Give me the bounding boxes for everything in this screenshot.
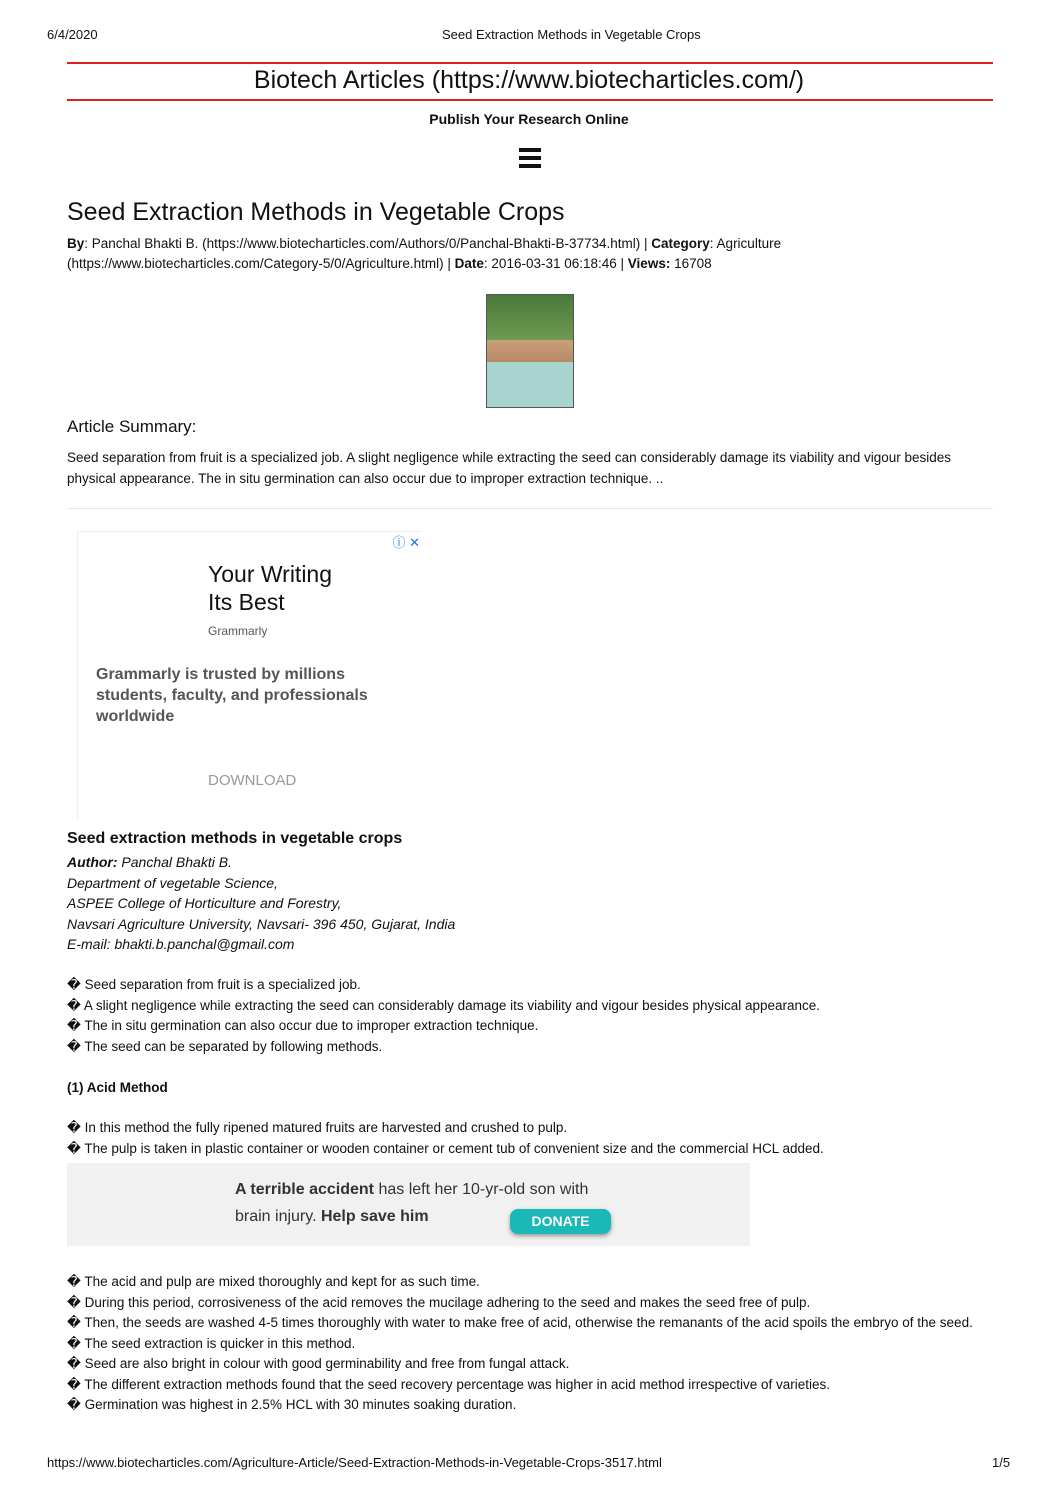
by-label: By — [67, 236, 85, 251]
page-number: 1/5 — [992, 1455, 1011, 1470]
section-heading: (1) Acid Method — [67, 1080, 168, 1095]
ad-body: Grammarly is trusted by millions students, faculty, and professionals worldwide — [96, 666, 368, 725]
author-photo — [486, 294, 574, 408]
hamburger-icon[interactable] — [519, 148, 541, 172]
bullet-list: � In this method the fully ripened matured fruits are harvested and crushed to pulp. � The pulp is taken in plastic container or wooden container or cement tub of convenient size and the commercial HCL added. — [67, 1120, 824, 1156]
ad-headline: Your Writing Its Best — [208, 561, 333, 615]
ad-text: A terrible accident has left her 10-yr-old son with brain injury. Help save him — [235, 1181, 589, 1225]
author-link[interactable]: : Panchal Bhakti B. (https://www.biotecharticles.com/Authors/0/Panchal-Bhakti-B-37734.html) | — [84, 236, 652, 251]
divider — [67, 62, 993, 64]
date-label: Date — [454, 256, 484, 271]
ad-grammarly[interactable] — [77, 531, 422, 819]
article-title: Seed Extraction Methods in Vegetable Crops — [67, 198, 565, 226]
summary-heading: Article Summary: — [67, 417, 197, 436]
views: 16708 — [670, 256, 712, 271]
donate-button[interactable]: DONATE — [510, 1209, 611, 1234]
article-meta — [67, 234, 997, 274]
print-url: https://www.biotecharticles.com/Agriculture-Article/Seed-Extraction-Methods-in-Vegetable-Crops-3517.html — [47, 1455, 662, 1470]
ad-donate[interactable] — [67, 1163, 750, 1246]
category-link[interactable]: : Agriculture (https://www.biotecharticles.com/Category-5/0/Agriculture.html) | — [67, 236, 782, 271]
site-tagline: Publish Your Research Online — [429, 111, 629, 127]
category-label: Category — [651, 236, 710, 251]
bullet-list: � Seed separation from fruit is a specialized job. � A slight negligence while extracting the seed can considerably damage its viability and vigour besides physical appearance. � The in situ germination can also occur due to improper extraction technique. � The seed can be separated by following methods. — [67, 977, 821, 1054]
bullet-list: � The acid and pulp are mixed thoroughly and kept for as such time. � During this period, corrosiveness of the acid removes the mucilage adhering to the seed and makes the seed free of pulp. � Then, the seeds are washed 4-5 times thoroughly with water to make free of acid, otherwise the remanants of the acid spoils the embryo of the seed. � The seed extraction is quicker in this method. � Seed are also bright in colour with good germinability and free from fungal attack. � The different extraction methods found that the seed recovery percentage was higher in acid method irrespective of varieties. � Germination was highest in 2.5% HCL with 30 minutes soaking duration. — [67, 1274, 973, 1412]
ad-close-icon[interactable]: ⓘ ✕ — [392, 535, 420, 550]
author-block: Author: Panchal Bhakti B. Department of vegetable Science, ASPEE College of Horticulture and Forestry, Navsari Agriculture University, Navsari- 396 450, Gujarat, India E-mail: bhakti.b.panchal@gmail.com — [67, 854, 456, 952]
views-label: Views: — [627, 256, 671, 271]
print-date: 6/4/2020 — [47, 27, 98, 42]
summary-text: Seed separation from fruit is a specialized job. A slight negligence while extracting the seed can considerably damage its viability and vigour besides physical appearance. The in situ germination can also occur due to improper extraction technique. .. — [67, 450, 952, 486]
body-heading: Seed extraction methods in vegetable crops — [67, 830, 403, 847]
ad-advertiser: Grammarly — [208, 624, 268, 638]
ad-download-button[interactable]: DOWNLOAD — [208, 772, 297, 789]
date: : 2016-03-31 06:18:46 | — [483, 256, 628, 271]
site-title-link[interactable]: Biotech Articles (https://www.biotecharticles.com/) — [253, 66, 805, 94]
divider — [67, 99, 993, 101]
print-title: Seed Extraction Methods in Vegetable Crops — [442, 27, 701, 42]
divider — [67, 508, 993, 509]
